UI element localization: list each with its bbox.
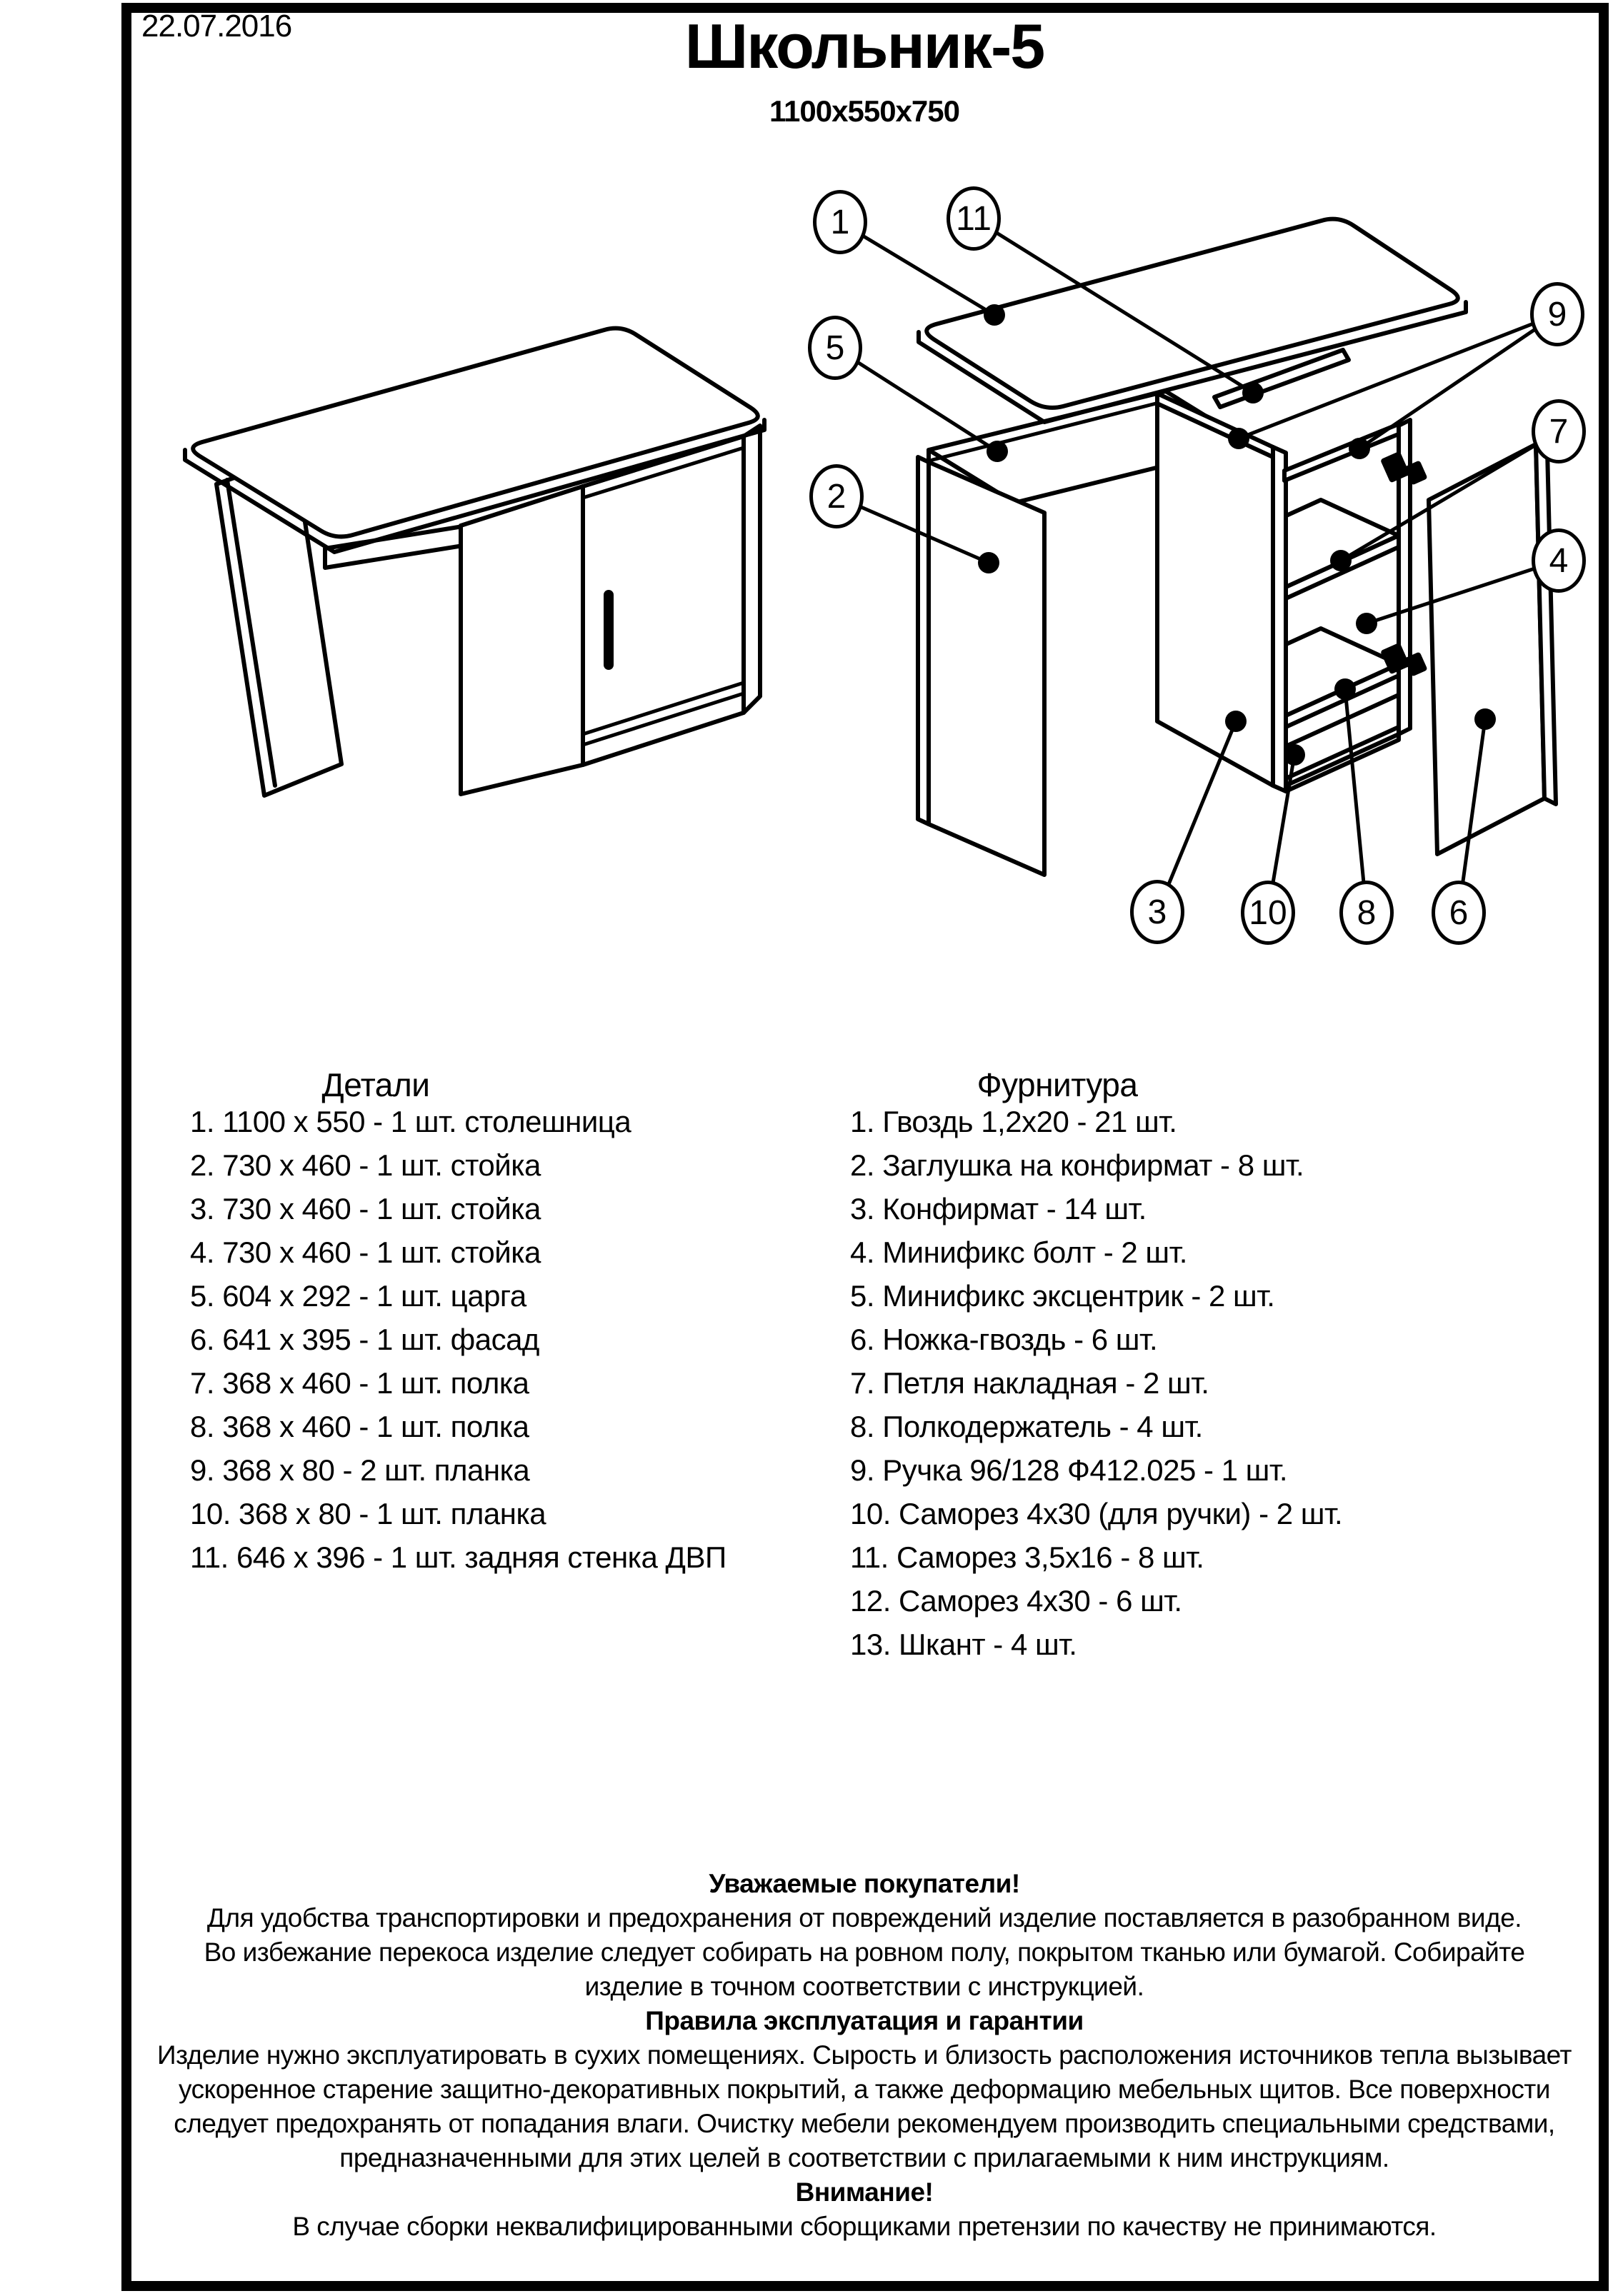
list-item: 2. Заглушка на конфирмат - 8 шт. <box>850 1148 1304 1182</box>
page-title: Школьник-5 <box>684 11 1044 81</box>
callout-label: 7 <box>1549 412 1569 451</box>
assembled-desk-drawing <box>185 329 764 796</box>
callout-label: 1 <box>830 203 850 241</box>
callout-label: 4 <box>1549 541 1569 580</box>
list-item: 5. 604 х 292 - 1 шт. царга <box>190 1279 526 1313</box>
callout-6 <box>1432 881 1486 945</box>
list-item: 8. 368 х 460 - 1 шт. полка <box>190 1410 529 1443</box>
attention-heading: Внимание! <box>795 2177 934 2207</box>
callout-label: 2 <box>827 477 847 516</box>
attention-text <box>136 2210 1593 2244</box>
customers-heading: Уважаемые покупатели! <box>709 1869 1020 1898</box>
left-side-panel <box>929 462 1044 875</box>
list-item: 6. Ножка-гвоздь - 6 шт. <box>850 1323 1158 1356</box>
callout-11 <box>947 186 1001 251</box>
rules-text <box>136 2038 1593 2175</box>
exploded-tabletop <box>927 219 1458 408</box>
callout-1 <box>813 190 867 254</box>
list-item: 11. Саморез 3,5х16 - 8 шт. <box>850 1540 1204 1574</box>
list-item: 3. 730 х 460 - 1 шт. стойка <box>190 1192 541 1225</box>
cabinet-front-panel <box>1157 403 1273 786</box>
list-item: 5. Минификс эксцентрик - 2 шт. <box>850 1279 1275 1313</box>
list-item: 12. Саморез 4х30 - 6 шт. <box>850 1584 1182 1618</box>
list-item: 2. 730 х 460 - 1 шт. стойка <box>190 1148 541 1182</box>
pedestal-right-edge <box>744 426 760 713</box>
list-item: следует предохранять от попадания влаги. Очистку мебели рекомендуем производить специальными средствами, <box>174 2109 1555 2138</box>
door-facade <box>1429 444 1544 854</box>
callout-label: 3 <box>1147 893 1167 931</box>
cabinet-front-panel-edge <box>1273 447 1286 791</box>
hardware-list-heading: Фурнитура <box>977 1066 1138 1103</box>
door-handle <box>604 590 614 670</box>
document-date: 22.07.2016 <box>141 9 292 44</box>
list-item: предназначенными для этих целей в соответствии с прилагаемыми к ним инструкциям. <box>339 2143 1389 2172</box>
list-item: изделие в точном соответствии с инструкцией. <box>584 1972 1144 2001</box>
list-item: 7. Петля накладная - 2 шт. <box>850 1366 1209 1400</box>
list-item: 1. Гвоздь 1,2х20 - 21 шт. <box>850 1105 1177 1138</box>
list-item: В случае сборки неквалифицированными сборщиками претензии по качеству не принимаются. <box>292 2212 1437 2241</box>
callout-4 <box>1532 528 1586 593</box>
callout-label: 5 <box>825 329 845 367</box>
list-item: 3. Конфирмат - 14 шт. <box>850 1192 1147 1225</box>
product-dimensions: 1100х550х750 <box>769 94 959 128</box>
callout-label: 10 <box>1249 893 1287 932</box>
list-item: 8. Полкодержатель - 4 шт. <box>850 1410 1203 1443</box>
callout-label: 8 <box>1357 893 1377 932</box>
list-item: 10. Саморез 4х30 (для ручки) - 2 шт. <box>850 1497 1343 1530</box>
list-item: ускоренное старение защитно-декоративных покрытий, а также деформацию мебельных щитов. Все поверхности <box>179 2075 1550 2104</box>
list-item: 9. Ручка 96/128 Ф412.025 - 1 шт. <box>850 1453 1288 1487</box>
callout-3 <box>1130 880 1184 944</box>
hardware-list <box>850 1100 1342 1666</box>
callout-5 <box>808 316 862 380</box>
callout-label: 6 <box>1449 893 1469 932</box>
parts-list-heading: Детали <box>321 1066 430 1103</box>
exploded-view-drawing <box>918 219 1556 875</box>
callout-8 <box>1339 881 1394 945</box>
list-item: 7. 368 х 460 - 1 шт. полка <box>190 1366 529 1400</box>
list-item: 10. 368 х 80 - 1 шт. планка <box>190 1497 546 1530</box>
rules-heading: Правила эксплуатация и гарантии <box>645 2006 1084 2035</box>
callout-label: 9 <box>1547 295 1567 334</box>
list-item: 1. 1100 х 550 - 1 шт. столешница <box>190 1105 631 1138</box>
callout-9 <box>1530 282 1584 346</box>
parts-list <box>190 1100 726 1579</box>
list-item: 4. Минификс болт - 2 шт. <box>850 1235 1187 1269</box>
footer-notes <box>136 1867 1593 2244</box>
callout-7 <box>1532 399 1586 463</box>
list-item: Во избежание перекоса изделие следует собирать на ровном полу, покрытом тканью или бумагой. Собирайте <box>204 1937 1525 1967</box>
list-item: 9. 368 х 80 - 2 шт. планка <box>190 1453 530 1487</box>
pedestal-side-face <box>461 486 583 794</box>
list-item: 13. Шкант - 4 шт. <box>850 1628 1077 1661</box>
callout-2 <box>809 464 864 528</box>
callout-label: 11 <box>956 199 992 238</box>
callout-10 <box>1241 881 1295 945</box>
customers-text <box>136 1901 1593 2004</box>
list-item: Для удобства транспортировки и предохранения от повреждений изделие поставляется в разобранном виде. <box>206 1903 1522 1932</box>
list-item: 4. 730 х 460 - 1 шт. стойка <box>190 1235 541 1269</box>
list-item: 11. 646 х 396 - 1 шт. задняя стенка ДВП <box>190 1540 726 1574</box>
list-item: 6. 641 х 395 - 1 шт. фасад <box>190 1323 539 1356</box>
list-item: Изделие нужно эксплуатировать в сухих помещениях. Сырость и близость расположения источников тепла вызывает <box>157 2040 1572 2070</box>
